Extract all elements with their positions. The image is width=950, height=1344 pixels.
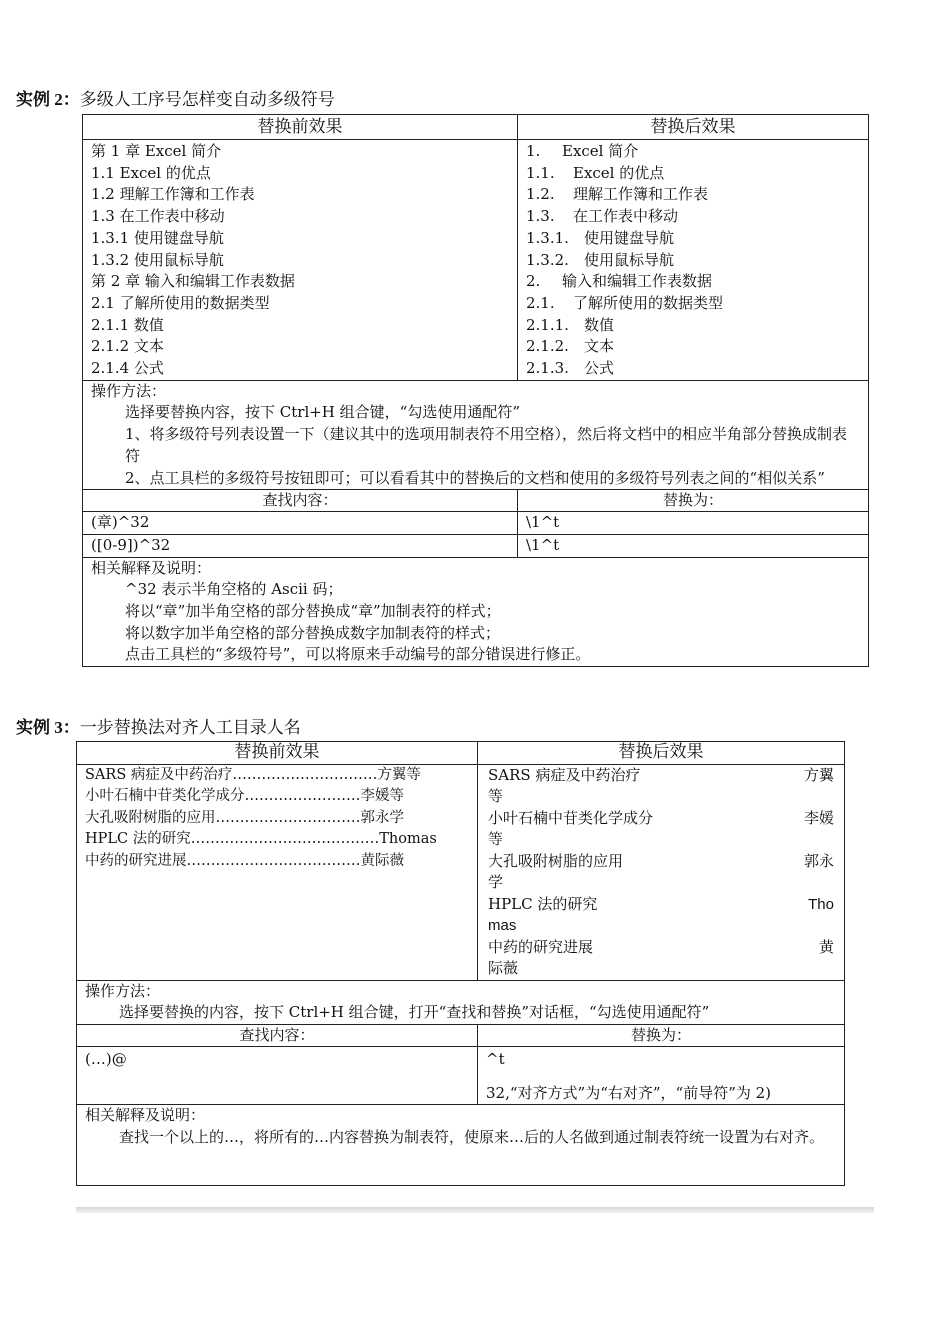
after-num: 2.1.	[526, 293, 555, 312]
after-name: 方翼	[803, 765, 834, 784]
after-text: 使用键盘导航	[584, 228, 675, 247]
before-line: 1.3.2 使用鼠标导航	[91, 250, 224, 269]
example2-notes-label: 相关解释及说明：	[91, 558, 212, 577]
after-name-wrap: mas	[488, 917, 517, 934]
before-line: 2.1 了解所使用的数据类型	[91, 293, 270, 312]
example2-heading-label: 实例 2：	[16, 90, 80, 109]
example3-find-value: (…)@	[77, 1047, 478, 1105]
example2-find-value: (章)^32	[83, 512, 518, 535]
before-line: HPLC 法的研究…………………………………Thomas	[85, 831, 437, 847]
after-text: 输入和编辑工作表数据	[562, 272, 713, 291]
notes-line: 点击工具栏的“多级符号”，可以将原来手动编号的部分错误进行修正。	[125, 645, 591, 664]
example3-notes-cell	[77, 1105, 845, 1186]
after-title: SARS 病症及中药治疗	[488, 765, 641, 784]
before-line: 1.2 理解工作簿和工作表	[91, 185, 255, 204]
method-line: 选择要替换的内容，按下 Ctrl+H 组合键，打开“查找和替换”对话框，“勾选使用通配符”	[119, 1003, 710, 1021]
after-name-wrap: 等	[488, 787, 504, 805]
after-num: 2.1.3.	[526, 359, 569, 378]
after-line	[526, 315, 860, 337]
example3-find-header: 查找内容：	[77, 1024, 478, 1047]
example2-method-label: 操作方法：	[91, 381, 167, 400]
after-text: Excel 简介	[562, 142, 639, 160]
example3-replace-cell	[478, 1047, 845, 1105]
before-line: SARS 病症及中药治疗…………………………方翼等	[85, 766, 421, 783]
after-text: 理解工作簿和工作表	[573, 185, 709, 204]
after-name: 李媛	[803, 808, 834, 827]
example2-table	[82, 114, 869, 667]
example2-notes-cell	[83, 557, 869, 667]
before-line: 1.1 Excel 的优点	[91, 163, 211, 182]
example3-heading-title: 一步替换法对齐人工目录人名	[79, 718, 301, 738]
before-line: 大孔吸附树脂的应用…………………………郭永学	[85, 809, 404, 826]
after-text: Excel 的优点	[573, 163, 665, 182]
after-name-wrap: 等	[488, 830, 504, 848]
after-line	[526, 358, 860, 380]
notes-line: 将以数字加半角空格的部分替换成数字加制表符的样式；	[125, 623, 501, 642]
after-num: 2.1.2.	[526, 337, 569, 356]
after-num: 1.2.	[526, 185, 555, 204]
example3-after-header: 替换后效果	[478, 742, 845, 765]
after-name: 黄	[818, 937, 834, 956]
example3-replace-note: 32,“对齐方式”为“右对齐”，“前导符”为 2)	[486, 1083, 772, 1102]
after-text: 使用鼠标导航	[584, 250, 675, 269]
method-line: 2、点工具栏的多级符号按钮即可；可以看看其中的替换后的文档和使用的多级符号列表之间的“相似关系”	[125, 468, 825, 487]
after-text: 数值	[584, 315, 615, 334]
example3-replace-header: 替换为：	[478, 1024, 845, 1047]
page-shadow	[76, 1207, 874, 1213]
after-line	[526, 163, 860, 185]
example3-heading-label: 实例 3：	[16, 718, 80, 737]
example2-replace-value: \1^t	[518, 512, 869, 535]
after-entry	[488, 937, 834, 980]
example2-before-header: 替换前效果	[83, 115, 518, 140]
before-line: 1.3.1 使用键盘导航	[91, 228, 224, 247]
example2-find-value: ([0-9])^32	[83, 534, 518, 557]
after-title: 中药的研究进展	[488, 937, 594, 956]
example3-before-header: 替换前效果	[77, 742, 478, 765]
example2-replace-value: \1^t	[518, 534, 869, 557]
after-text: 在工作表中移动	[573, 207, 679, 226]
example2-before-cell	[83, 140, 518, 381]
after-name: 郭永	[803, 851, 834, 870]
after-title: HPLC 法的研究	[488, 894, 598, 913]
after-num: 1.1.	[526, 163, 555, 182]
before-line: 2.1.2 文本	[91, 337, 164, 356]
example2-after-cell	[518, 140, 869, 381]
after-line	[526, 141, 860, 163]
before-line: 第 2 章 输入和编辑工作表数据	[91, 272, 295, 291]
after-line	[526, 250, 860, 272]
example2-heading	[16, 85, 335, 110]
before-line: 1.3 在工作表中移动	[91, 207, 225, 226]
after-entry	[488, 808, 834, 851]
after-num: 2.	[526, 272, 541, 291]
after-name: Tho	[808, 895, 834, 913]
after-title: 大孔吸附树脂的应用	[488, 851, 624, 870]
before-line: 小叶石楠中苷类化学成分……………………李媛等	[85, 788, 404, 804]
after-num: 1.	[526, 142, 541, 160]
method-line: 选择要替换内容，按下 Ctrl+H 组合键，“勾选使用通配符”	[125, 403, 520, 422]
example3-replace-value: ^t	[486, 1050, 505, 1068]
after-num: 1.3.	[526, 207, 555, 226]
after-title: 小叶石楠中苷类化学成分	[488, 808, 654, 827]
notes-line: ^32 表示半角空格的 Ascii 码；	[125, 580, 343, 599]
after-line	[526, 336, 860, 358]
notes-line: 查找一个以上的…，将所有的…内容替换为制表符，使原来…后的人名做到通过制表符统一设置为右对齐。	[119, 1127, 825, 1146]
example2-method-cell	[83, 380, 869, 490]
before-line: 第 1 章 Excel 简介	[91, 142, 222, 160]
after-entry	[488, 765, 834, 808]
after-name-wrap: 际薇	[488, 959, 519, 977]
after-line	[526, 206, 860, 228]
after-line	[526, 228, 860, 250]
after-num: 1.3.1.	[526, 228, 569, 247]
example3-table	[76, 741, 845, 1186]
example2-heading-title: 多级人工序号怎样变自动多级符号	[79, 90, 335, 110]
before-line: 2.1.1 数值	[91, 315, 164, 334]
after-line	[526, 271, 860, 293]
example3-after-cell	[478, 764, 845, 980]
after-entry	[488, 894, 834, 937]
after-num: 2.1.1.	[526, 315, 569, 334]
example3-method-cell	[77, 980, 845, 1024]
example3-method-label: 操作方法：	[85, 981, 161, 1000]
example2-after-header: 替换后效果	[518, 115, 869, 140]
after-line	[526, 184, 860, 206]
after-line	[526, 293, 860, 315]
before-line: 中药的研究进展………………………………黄际薇	[85, 852, 404, 869]
example2-find-header: 查找内容：	[83, 490, 518, 512]
after-name-wrap: 学	[488, 873, 504, 891]
example3-notes-label: 相关解释及说明：	[85, 1106, 206, 1124]
notes-line: 将以“章”加半角空格的部分替换成“章”加制表符的样式；	[125, 602, 501, 621]
after-entry	[488, 851, 834, 894]
after-text: 文本	[584, 337, 615, 356]
example3-before-cell	[77, 764, 478, 980]
method-line: 1、将多级符号列表设置一下（建议其中的选项用制表符不用空格），然后将文档中的相应半角部分替换成制表符	[125, 425, 848, 465]
after-text: 公式	[584, 359, 615, 378]
example3-heading	[16, 713, 301, 738]
before-line: 2.1.4 公式	[91, 359, 164, 378]
after-num: 1.3.2.	[526, 250, 569, 269]
example2-replace-header: 替换为：	[518, 490, 869, 512]
after-text: 了解所使用的数据类型	[573, 293, 724, 312]
